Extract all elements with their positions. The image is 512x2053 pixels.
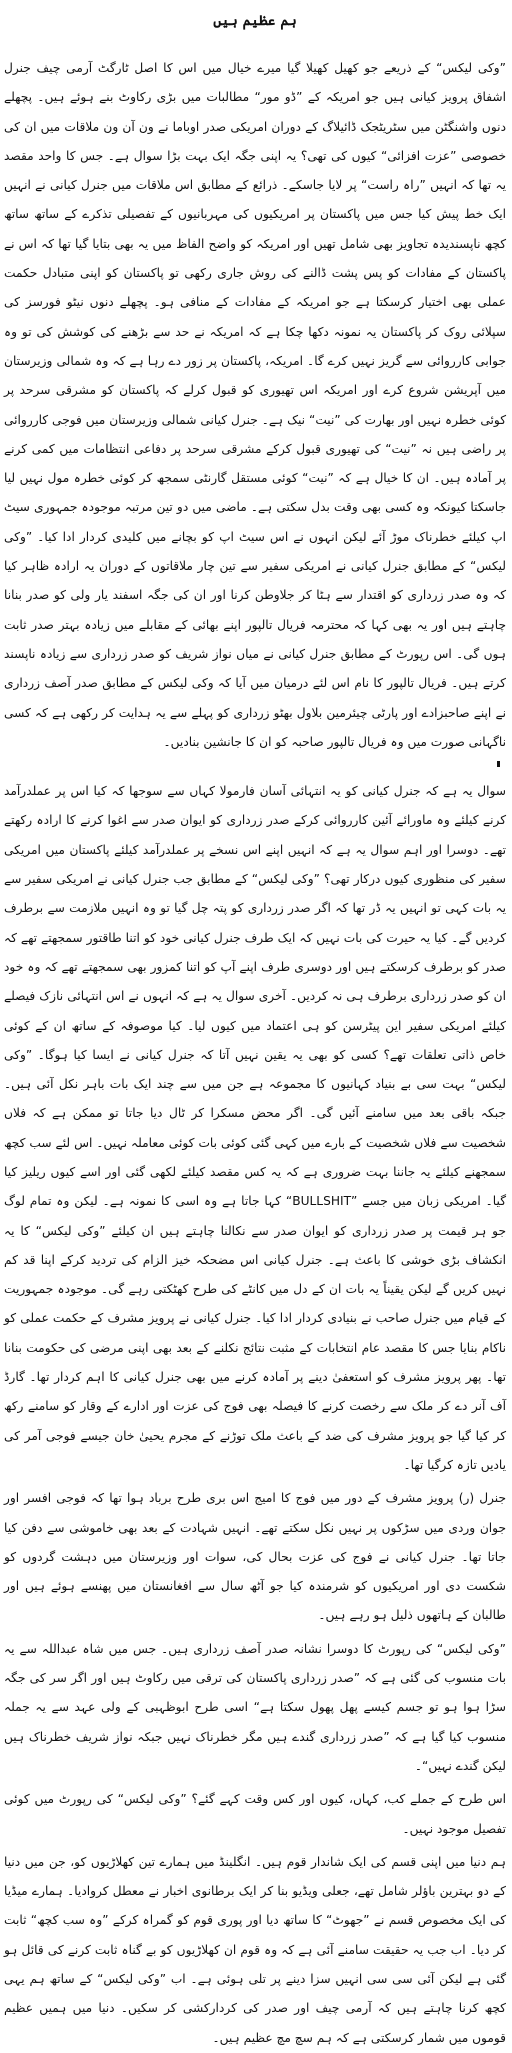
article-paragraph-5: اس طرح کے جملے کب، کہاں، کیوں اور کس وقت کہے گئے؟ ”وکی لیکس“ کی رپورٹ میں کوئی تفصیل موجود نہیں۔ — [4, 1792, 506, 1836]
article-paragraph-3: جنرل (ر) پرویز مشرف کے دور میں فوج کا امیج اس بری طرح برباد ہوا تھا کہ فوجی افسر اور جوان وردی میں سڑکوں پر نہیں نکل سکتے تھے۔ انہیں شہادت کے بعد بھی خاموشی سے دفن کیا جاتا تھا۔ جنرل کیانی نے فوج کی عزت بحال کی، سوات اور وزیرستان میں دہشت گردوں کو شکست دی اور امریکیوں کو شرمندہ کیا جو آٹھ سال سے افغانستان میں پھنسے ہوئے ہیں اور طالبان کے ہاتھوں ذلیل ہو رہے ہیں۔ — [4, 1491, 506, 1623]
article-paragraph-2: سوال یہ ہے کہ جنرل کیانی کو یہ انتہائی آسان فارمولا کہاں سے سوجھا کہ کیا اس پر عملدرآمد کرنے کیلئے وہ ماورائے آئین کارروائی کرکے صدر زرداری کو ایوان صدر سے اغوا کرنے کا ارادہ رکھتے تھے۔ دوسرا اور اہم سوال یہ ہے کہ انہیں اپنے اس نسخے پر عملدرآمد کیلئے پاکستان میں امریکی سفیر کی منظوری کیوں درکار تھی؟ ”وکی لیکس“ کے مطابق جب جنرل کیانی نے امریکی سفیر سے یہ بات کہی تو انہیں یہ ڈر تھا کہ اگر صدر زرداری کو پتہ چل گیا تو وہ انہیں ملازمت سے برطرف کردیں گے۔ کیا یہ حیرت کی بات نہیں کہ ایک طرف جنرل کیانی خود کو اتنا طاقتور سمجھتے تھے کہ صدر کو برطرف کرسکتے ہیں اور دوسری طرف اپنے آپ کو اتنا کمزور بھی سمجھتے تھے کہ وہ خود ان کو صدر زرداری برطرف ہی نہ کردیں۔ آخری سوال یہ ہے کہ انہوں نے اس انتہائی نازک فیصلے کیلئے امریکی سفیر این پیٹرسن کو ہی اعتماد میں کیوں لیا۔ کیا موصوفہ کے ساتھ ان کے کوئی خاص ذاتی تعلقات تھے؟ کسی کو بھی یہ یقین نہیں آتا کہ جنرل کیانی نے ایسا کیا ہوگا۔ ”وکی لیکس“ بہت سی بے بنیاد کہانیوں کا مجموعہ ہے جن میں سے چند ایک بات باہر نکل آئی ہیں۔ جبکہ باقی بعد میں سامنے آئیں گی۔ اگر محض مسکرا کر ٹال دیا جاتا تو ممکن ہے کہ فلاں شخصیت سے فلاں شخصیت کے بارے میں کہی گئی کوئی بات کوئی معاملہ نہیں۔ اس لئے سب کچھ سمجھنے کیلئے یہ جاننا بہت ضروری ہے کہ یہ کس مقصد کیلئے لکھی گئی اور اسے کیوں ریلیز کیا گیا۔ امریکی زبان میں جسے ”BULLSHIT“ کہا جاتا ہے وہ اسی کا نمونہ ہے۔ لیکن وہ تمام لوگ جو ہر قیمت پر صدر زرداری کو ایوان صدر سے نکالنا چاہتے ہیں ان کیلئے ”وکی لیکس“ کا یہ انکشاف بڑی خوشی کا باعث ہے۔ جنرل کیانی اس مضحکہ خیز الزام کی تردید کرکے اپنا قد کم نہیں کریں گے لیکن یقیناً یہ بات ان کے دل میں کانٹے کی طرح کھٹکتی رہے گی۔ موجودہ جمہوریت کے قیام میں جنرل صاحب نے بنیادی کردار ادا کیا۔ جنرل کیانی نے پرویز مشرف کے حکمت عملی کو ناکام بنایا جس کا مقصد عام انتخابات کے مثبت نتائج نکلنے کے بعد بھی اپنی مرضی کی حکومت بنانا تھا۔ پھر پرویز مشرف کو استعفیٰ دینے پر آمادہ کرنے میں بھی جنرل کیانی کا اہم کردار تھا۔ گارڈ آف آنر دے کر ملک سے رخصت کرنے کا فیصلہ بھی فوج کی عزت اور ادارے کے وقار کو سامنے رکھ کر کیا گیا جو پرویز مشرف کی ضد کے باعث ملک توڑنے کے مجرم یحییٰ خان جیسے فوجی آمر کی یادیں تازہ کرگیا تھا۔ — [4, 784, 506, 1472]
article-paragraph-6: ہم دنیا میں اپنی قسم کی ایک شاندار قوم ہیں۔ انگلینڈ میں ہمارے تین کھلاڑیوں کو، جن میں دنیا کے دو بہترین باؤلر شامل تھے، جعلی ویڈیو بنا کر ایک برطانوی اخبار نے معطل کروادیا۔ ہمارے میڈیا کی ایک مخصوص قسم نے ”جھوٹ“ کا ساتھ دیا اور پوری قوم کو گمراہ کرکے ”وہ سب کچھ“ ثابت کر دیا۔ اب جب یہ حقیقت سامنے آئی ہے کہ وہ قوم ان کھلاڑیوں کو بے گناہ ثابت کرنے کی قائل ہو گئی ہے لیکن آئی سی سی انہیں سزا دینے پر تلی ہوئی ہے۔ اب ”وکی لیکس“ کے ساتھ ہم یہی کچھ کرنا چاہتے ہیں کہ آرمی چیف اور صدر کی کردارکشی کر سکیں۔ دنیا میں ہمیں عظیم قوموں میں شمار کرسکتی ہے کہ ہم سچ مچ عظیم ہیں۔ — [4, 1854, 506, 2045]
article-paragraph-4: ”وکی لیکس“ کی رپورٹ کا دوسرا نشانہ صدر آصف زرداری ہیں۔ جس میں شاہ عبداللہ سے یہ بات منسوب کی گئی ہے کہ ”صدر زرداری پاکستان کی ترقی میں رکاوٹ ہیں اور اگر سر کی جگہ سڑا ہوا ہو تو جسم کیسے پھل پھول سکتا ہے“ اسی طرح ابوظہبی کے ولی عہد سے یہ جملہ منسوب کیا گیا ہے کہ ”صدر زرداری گندے ہیں مگر خطرناک نہیں جبکہ نواز شریف خطرناک ہیں لیکن گندے نہیں“۔ — [4, 1641, 506, 1773]
article-column — [4, 0, 506, 2045]
article-body — [4, 54, 506, 2053]
paragraph-divider — [4, 761, 506, 769]
article-title: ہم عظیم ہیں — [213, 13, 297, 29]
article-paragraph-1: ”وکی لیکس“ کے ذریعے جو کھیل کھیلا گیا میرے خیال میں اس کا اصل ٹارگٹ آرمی چیف جنرل اشفاق پرویز کیانی ہیں جو امریکہ کے ”ڈو مور“ مطالبات میں بڑی رکاوٹ بنے ہوئے ہیں۔ پچھلے دنوں واشنگٹن میں سٹریٹجک ڈائیلاگ کے دوران امریکی صدر اوباما نے ون آن ون ملاقات میں ان کی خصوصی ”عزت افزائی“ کیوں کی تھی؟ یہ اپنی جگہ ایک بہت بڑا سوال ہے۔ جس کا واحد مقصد یہ تھا کہ انہیں ”راہ راست“ پر لایا جاسکے۔ ذرائع کے مطابق اس ملاقات میں جنرل کیانی نے انہیں ایک خط پیش کیا جس میں پاکستان پر امریکیوں کی مہربانیوں کے تفصیلی تذکرے کے ساتھ ساتھ کچھ ناپسندیدہ تجاویز بھی شامل تھیں اور امریکہ کو واضح الفاظ میں یہ بھی بتایا گیا تھا کہ اس نے پاکستان کے مفادات کو پس پشت ڈالنے کی روش جاری رکھی تو پاکستان کو اپنی متبادل حکمت عملی بھی اختیار کرسکتا ہے جو امریکہ کے مفادات کے منافی ہو۔ پچھلے دنوں نیٹو فورسز کی سپلائی روک کر پاکستان یہ نمونہ دکھا چکا ہے کہ امریکہ نے حد سے بڑھنے کی کوشش کی تو وہ جوابی کارروائی سے گریز نہیں کرے گا۔ امریکہ، پاکستان پر زور دے رہا ہے کہ وہ شمالی وزیرستان میں آپریشن شروع کرے اور امریکہ اس تھیوری کو قبول کرلے کہ پاکستان کو مشرقی سرحد پر کوئی خطرہ نہیں اور بھارت کی ”نیت“ نیک ہے۔ جنرل کیانی شمالی وزیرستان میں فوجی کارروائی پر راضی ہیں نہ ”نیت“ کی تھیوری قبول کرکے مشرقی سرحد پر دفاعی انتظامات میں کمی کرنے پر آمادہ ہیں۔ ان کا خیال ہے کہ ”نیت“ کوئی مستقل گارنٹی سمجھ کر کوئی خطرہ مول نہیں لیا جاسکتا کیونکہ وہ کسی بھی وقت بدل سکتی ہے۔ ماضی میں دو تین مرتبہ موجودہ جمہوری سیٹ اپ کیلئے خطرناک موڑ آئے لیکن انہوں نے اس سیٹ اپ کو بچانے میں کلیدی کردار ادا کیا۔ ”وکی لیکس“ کے مطابق جنرل کیانی نے امریکی سفیر سے تین چار ملاقاتوں کے دوران یہ ارادہ ظاہر کیا کہ وہ صدر زرداری کو اقتدار سے ہٹا کر جلاوطن کرنا اور ان کی جگہ اسفند یار ولی کو صدر بنانا چاہتے ہیں اور یہ بھی کہا کہ محترمہ فریال تالپور اپنے بھائی کے مقابلے میں زیادہ بہتر صدر ثابت ہوں گی۔ اس رپورٹ کے مطابق جنرل کیانی نے میاں نواز شریف کو صدر زرداری سے زیادہ ناپسند کرتے ہیں۔ فریال تالپور کا نام اس لئے درمیان میں آیا کہ وکی لیکس کے مطابق صدر آصف زرداری نے اپنے صاحبزادے اور پارٹی چیئرمین بلاول بھٹو زرداری کو پہلے سے یہ ہدایت کر رکھی ہے کہ کسی ناگہانی صورت میں وہ فریال تالپور صاحبہ کو ان کا جانشین بنادیں۔ — [4, 61, 506, 749]
